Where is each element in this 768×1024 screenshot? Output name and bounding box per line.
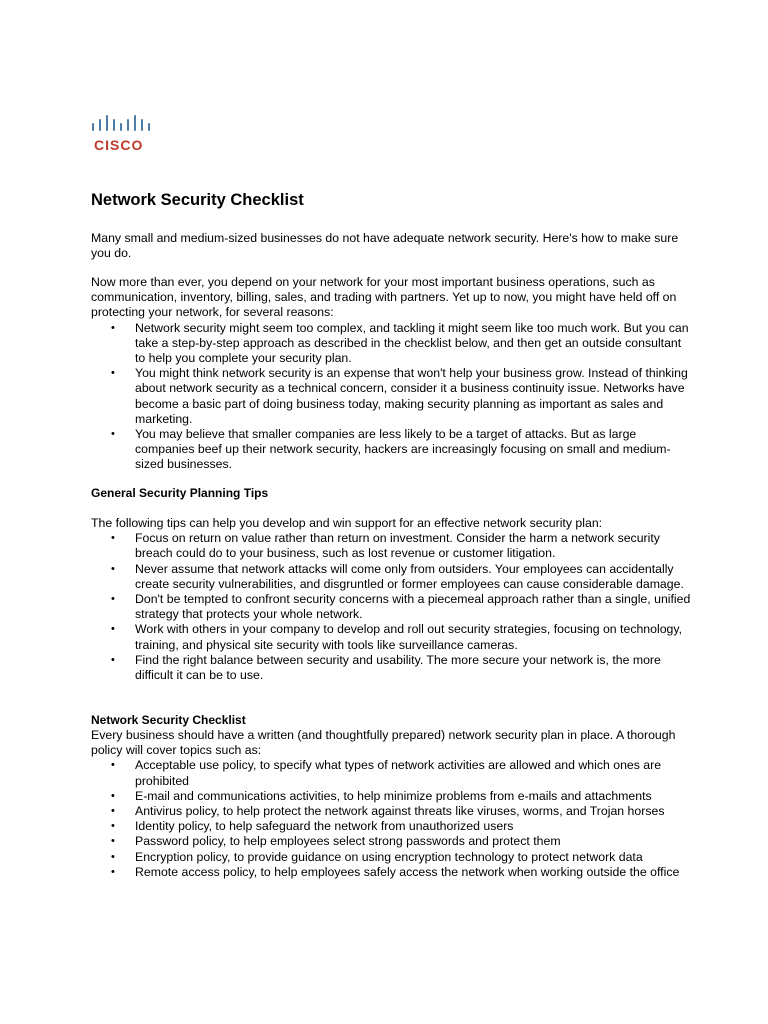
tips-body bbox=[91, 516, 691, 683]
tips-lead-paragraph: The following tips can help you develop and win support for an effective network security plan: bbox=[91, 516, 603, 530]
checklist-section bbox=[91, 713, 691, 880]
checklist-heading: Network Security Checklist bbox=[91, 713, 246, 727]
list-item: • E-mail and communications activities, to help minimize problems from e-mails and attachments bbox=[91, 789, 691, 804]
reasons-list bbox=[91, 321, 691, 473]
tips-list bbox=[91, 531, 691, 683]
list-item: • Remote access policy, to help employees safely access the network when working outside the office bbox=[91, 865, 691, 880]
list-item: • You may believe that smaller companies are less likely to be a target of attacks. But as large companies beef up their network security, hackers are increasingly focusing on small and medium-sized businesses. bbox=[91, 427, 691, 473]
checklist-lead-paragraph: Every business should have a written (and thoughtfully prepared) network security plan in place. A thorough policy will cover topics such as: bbox=[91, 728, 676, 758]
intro-paragraph: Many small and medium-sized businesses do not have adequate network security. Here's how to make sure you do. bbox=[91, 231, 679, 261]
intro-section bbox=[91, 231, 691, 261]
list-item: • Acceptable use policy, to specify what types of network activities are allowed and which ones are prohibited bbox=[91, 758, 691, 788]
reasons-section bbox=[91, 275, 691, 473]
list-item: • Work with others in your company to develop and roll out security strategies, focusing on technology, training, and physical site security with tools like surveillance cameras. bbox=[91, 622, 691, 652]
list-item: • Encryption policy, to provide guidance on using encryption technology to protect network data bbox=[91, 850, 691, 865]
list-item: • Network security might seem too complex, and tackling it might seem like too much work. But you can take a step-by-step approach as described in the checklist below, and then get an outside consultant to help you complete your security plan. bbox=[91, 321, 691, 367]
page-title: Network Security Checklist bbox=[91, 191, 304, 209]
list-item: • Don't be tempted to confront security concerns with a piecemeal approach rather than a single, unified strategy that protects your whole network. bbox=[91, 592, 691, 622]
list-item: • Never assume that network attacks will come only from outsiders. Your employees can accidentally create security vulnerabilities, and disgruntled or former employees can cause considerable damage. bbox=[91, 562, 691, 592]
list-item: • Find the right balance between security and usability. The more secure your network is, the more difficult it can be to use. bbox=[91, 653, 691, 683]
cisco-bars-logo-icon bbox=[91, 114, 155, 134]
tips-section bbox=[91, 486, 691, 501]
cisco-logo bbox=[91, 114, 155, 154]
list-item: • You might think network security is an expense that won't help your business grow. Instead of thinking about network security as a technical concern, consider it a business continuity issue. Networks have become a basic part of doing business today, making security planning as important as sales and marketing. bbox=[91, 366, 691, 427]
cisco-wordmark: CISCO bbox=[94, 137, 144, 153]
list-item: • Focus on return on value rather than return on investment. Consider the harm a network security breach could do to your business, such as lost revenue or customer litigation. bbox=[91, 531, 691, 561]
list-item: • Antivirus policy, to help protect the network against threats like viruses, worms, and Trojan horses bbox=[91, 804, 691, 819]
list-item: • Identity policy, to help safeguard the network from unauthorized users bbox=[91, 819, 691, 834]
tips-heading: General Security Planning Tips bbox=[91, 486, 269, 500]
checklist-list bbox=[91, 758, 691, 880]
list-item: • Password policy, to help employees select strong passwords and protect them bbox=[91, 834, 691, 849]
reasons-lead-paragraph: Now more than ever, you depend on your network for your most important business operations, such as communication, inventory, billing, sales, and trading with partners. Yet up to now, you might have held off on protecting your network, for several reasons: bbox=[91, 275, 677, 320]
